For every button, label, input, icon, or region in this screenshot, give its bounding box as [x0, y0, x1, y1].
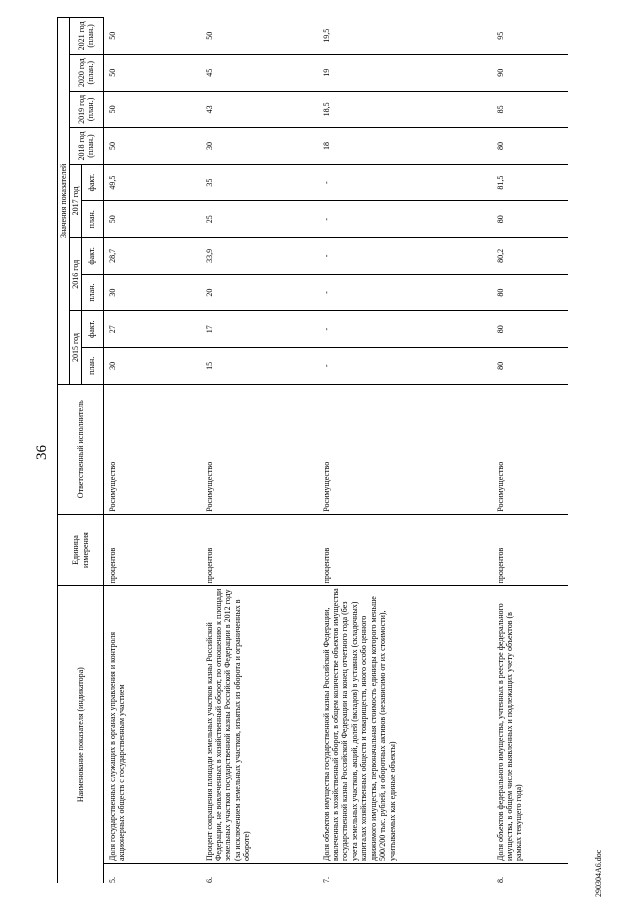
value-2017-fact: 49,5: [104, 164, 201, 201]
indicator-name: Доля объектов имущества государственной казны Российской Федерации, вовлеченных в хозяйственный оборот, в общем количестве объектов имущества государственной казны Российской Федерации на конец отчетного года (без учета земельных участков, акций, долей (вкладов) в уставных (складочных) капиталах хозяйственных обществ и товариществ, иного особо ценного движимого имущества, первоначальная стоимость единицы которого меньше 500/200 тыс. рублей, и оборотных активов (независимо от их стоимости), учитываемых как единые объекты): [318, 586, 492, 864]
table-row: [201, 18, 318, 884]
value-2019: 43: [201, 91, 318, 128]
value-2018: 80: [492, 128, 568, 165]
row-number: 5.: [108, 877, 117, 883]
value-2020: 19: [318, 54, 492, 91]
value-2021: 50: [201, 18, 318, 55]
value-2017-fact: 81,5: [492, 164, 568, 201]
header-year-2021: 2021 год (план.): [70, 18, 104, 55]
value-2015-fact: 80: [492, 311, 568, 348]
row-number: 8.: [495, 877, 505, 883]
value-2015-fact: -: [318, 311, 492, 348]
row-number: 7.: [321, 877, 331, 883]
executor-cell: Росимущество: [318, 384, 492, 514]
table-body: [104, 18, 568, 884]
value-2021: 50: [104, 18, 201, 55]
value-2017-plan: 25: [201, 201, 318, 238]
unit-cell: процентов: [201, 514, 318, 586]
unit-cell: процентов: [492, 514, 568, 586]
value-2020: 45: [201, 54, 318, 91]
value-2019: 18,5: [318, 91, 492, 128]
value-2017-fact: -: [318, 164, 492, 201]
header-2017-fact: факт.: [82, 164, 104, 201]
value-2018: 30: [201, 128, 318, 165]
value-2016-plan: 30: [104, 274, 201, 311]
value-2015-plan: 30: [104, 348, 201, 385]
value-2016-plan: 20: [201, 274, 318, 311]
value-2015-fact: 17: [201, 311, 318, 348]
value-2016-plan: 80: [492, 274, 568, 311]
value-2015-fact: 27: [104, 311, 201, 348]
value-2021: 95: [492, 18, 568, 55]
table-row: [492, 18, 568, 884]
table-row: [104, 18, 201, 884]
table-row: [318, 18, 492, 884]
unit-cell: процентов: [318, 514, 492, 586]
value-2020: 50: [104, 54, 201, 91]
file-name-footer: 290304A6.doc: [594, 849, 603, 897]
value-2021: 19,5: [318, 18, 492, 55]
indicators-table: [57, 17, 568, 883]
header-year-2019: 2019 год (план.): [70, 91, 104, 128]
header-name: Наименование показателя (индикатора): [58, 586, 104, 883]
header-executor: Ответственный исполнитель: [58, 384, 104, 514]
value-2018: 18: [318, 128, 492, 165]
header-unit: Единица измерения: [58, 514, 104, 586]
value-2015-plan: 80: [492, 348, 568, 385]
indicator-name: Доля государственных служащих в органах управления и контроля акционерных обществ с государственным участием: [104, 586, 201, 864]
value-2017-plan: 50: [104, 201, 201, 238]
value-2017-plan: -: [318, 201, 492, 238]
header-2016-plan: план.: [82, 274, 104, 311]
value-2020: 90: [492, 54, 568, 91]
value-2015-plan: 15: [201, 348, 318, 385]
indicator-name: Доля объектов федерального имущества, учтенных в реестре федерального имущества, в общем числе выявленных и подлежащих учету объектов (в рамках текущего года): [492, 586, 568, 864]
value-2017-plan: 80: [492, 201, 568, 238]
header-year-2015: 2015 год: [70, 311, 82, 384]
unit-cell: процентов: [104, 514, 201, 586]
value-2015-plan: -: [318, 348, 492, 385]
value-2016-fact: -: [318, 238, 492, 275]
header-year-2020: 2020 год (план.): [70, 54, 104, 91]
header-year-2018: 2018 год (план.): [70, 128, 104, 165]
table-header: [58, 18, 104, 884]
header-2016-fact: факт.: [82, 238, 104, 275]
value-2019: 50: [104, 91, 201, 128]
executor-cell: Росимущество: [492, 384, 568, 514]
row-number: 6.: [204, 877, 214, 883]
header-year-2017: 2017 год: [70, 164, 82, 237]
value-2019: 85: [492, 91, 568, 128]
value-2016-fact: 80,2: [492, 238, 568, 275]
value-2017-fact: 35: [201, 164, 318, 201]
header-2017-plan: план.: [82, 201, 104, 238]
header-2015-fact: факт.: [82, 311, 104, 348]
header-values-group: Значения показателей: [58, 18, 70, 385]
value-2016-fact: 33,9: [201, 238, 318, 275]
indicator-name: Процент сокращения площади земельных участков казны Российской Федерации, не вовлеченных в хозяйственный оборот, по отношению к площади земельных участков государственной казны Российской Федерации в 2012 году (за исключением земельных участков, изъятых из оборота и ограниченных в обороте): [201, 586, 318, 864]
value-2018: 50: [104, 128, 201, 165]
executor-cell: Росимущество: [104, 384, 201, 514]
header-2015-plan: план.: [82, 348, 104, 385]
value-2016-fact: 28,7: [104, 238, 201, 275]
page-number: 36: [34, 445, 50, 460]
header-year-2016: 2016 год: [70, 238, 82, 311]
value-2016-plan: -: [318, 274, 492, 311]
executor-cell: Росимущество: [201, 384, 318, 514]
